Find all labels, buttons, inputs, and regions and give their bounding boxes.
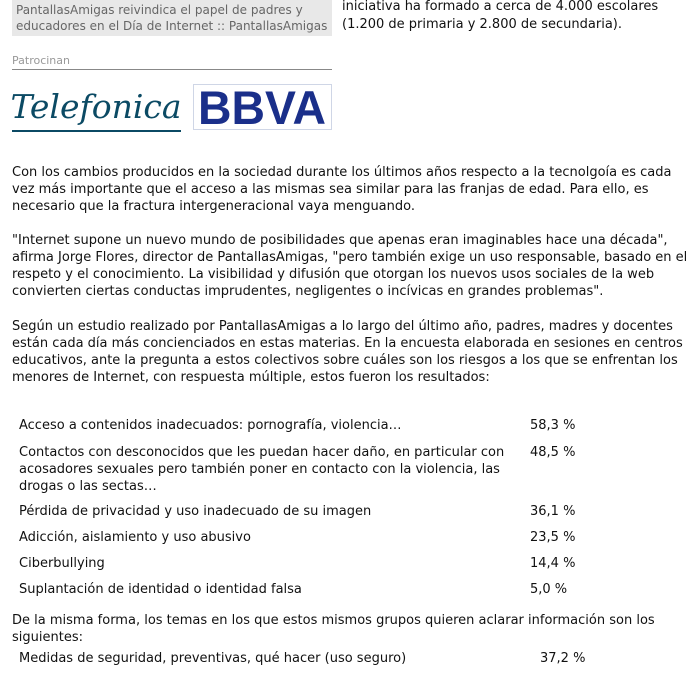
- risk-row-label: Ciberbullying: [19, 556, 105, 571]
- risk-row-label: Acceso a contenidos inadecuados: pornografía, violencia…: [19, 418, 402, 433]
- paragraph-intro: Con los cambios producidos en la sociedad durante los últimos años respecto a la tecnolgoía es cada vez más importante que el acceso a las mismas sea similar para las franjas de edad. Para ello, es necesario que la fractura intergeneracional vaya menguando.: [12, 165, 672, 214]
- sponsors-label: Patrocinan: [12, 54, 70, 67]
- risk-row-value: 36,1 %: [530, 504, 576, 519]
- article-text-continuation: iniciativa ha formado a cerca de 4.000 escolares (1.200 de primaria y 2.800 de secundaria).: [342, 0, 659, 32]
- paragraph-study: Según un estudio realizado por PantallasAmigas a lo largo del último año, padres, madres y docentes están cada día más concienciados en estas materias. En la encuesta elaborada en sesiones en centros educativos, ante la pregunta a estos colectivos sobre cuáles son los riesgos a los que se enfrentan los menores de Internet, con respuesta múltiple, estos fueron los resultados:: [12, 319, 683, 385]
- sponsors-divider: [12, 69, 332, 70]
- risk-row-label: Adicción, aislamiento y uso abusivo: [19, 530, 251, 545]
- risk-row-label: Contactos con desconocidos que les puedan hacer daño, en particular con acosadores sexuales pero también poner en contacto con la violencia, las drogas o las sectas…: [19, 445, 505, 494]
- related-article-caption[interactable]: [12, 0, 332, 36]
- risk-row-label: Suplantación de identidad o identidad falsa: [19, 582, 302, 597]
- topic-row-label: Medidas de seguridad, preventivas, qué hacer (uso seguro): [19, 651, 407, 666]
- risk-row-value: 48,5 %: [530, 445, 576, 460]
- bbva-logo-graphic: [194, 85, 331, 129]
- topic-row-value: 37,2 %: [540, 651, 586, 666]
- risk-row-label: Pérdida de privacidad y uso inadecuado de su imagen: [19, 504, 372, 519]
- risk-row-value: 58,3 %: [530, 418, 576, 433]
- bbva-logo-text: BBVA: [198, 85, 326, 129]
- telefonica-logo-text: Telefonica: [12, 87, 181, 126]
- caption-text: PantallasAmigas reivindica el papel de padres y educadores en el Día de Internet :: PantallasAmigas: [16, 3, 328, 33]
- telefonica-logo[interactable]: [12, 84, 181, 132]
- risk-row-value: 23,5 %: [530, 530, 576, 545]
- paragraph-topics-intro: De la misma forma, los temas en los que estos mismos grupos quieren aclarar información son los siguientes:: [12, 613, 655, 645]
- risk-row-value: 14,4 %: [530, 556, 576, 571]
- bbva-logo[interactable]: [193, 84, 332, 130]
- paragraph-quote: "Internet supone un nuevo mundo de posibilidades que apenas eran imaginables hace una década", afirma Jorge Flores, director de PantallasAmigas, "pero también exige un uso responsable, basado en el respeto y el conocimiento. La visibilidad y difusión que otorgan los nuevos usos sociales de la web convierten ciertas conductas imprudentes, negligentes o incívicas en grandes problemas".: [12, 233, 688, 299]
- risk-row-value: 5,0 %: [530, 582, 568, 597]
- telefonica-logo-graphic: [12, 84, 181, 130]
